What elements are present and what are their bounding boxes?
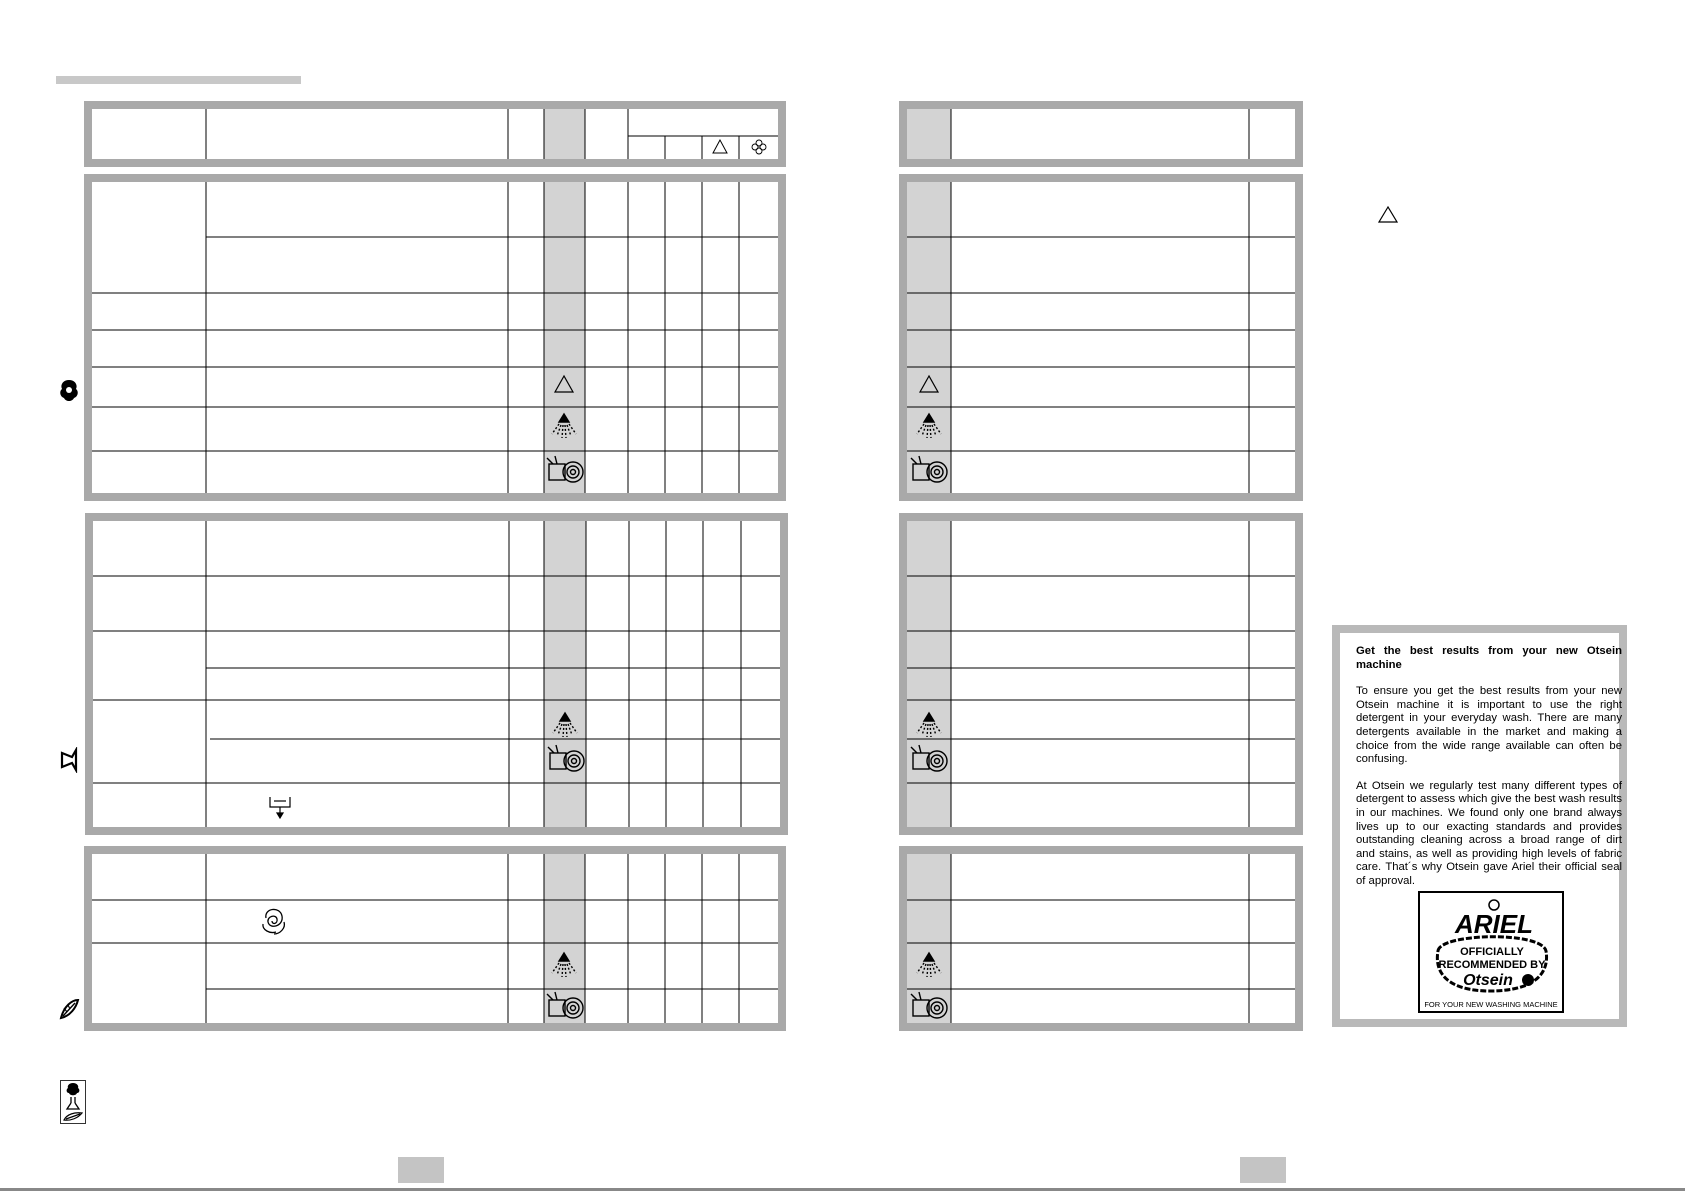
page-number-right [1240, 1157, 1286, 1183]
logo-line2: RECOMMENDED BY [1438, 959, 1546, 971]
flower-icon [752, 140, 766, 154]
left-synthetic-panel [85, 513, 788, 835]
right-delicate-panel [899, 846, 1303, 1031]
legend-icons [60, 1080, 86, 1124]
page-number-left [398, 1157, 444, 1183]
ad-text [1356, 645, 1622, 889]
right-synthetic-panel [899, 513, 1303, 835]
ad-paragraph-2: At Otsein we regularly test many different types of detergent to assess which give the best wash results in our machines. We found only one brand always lives up to our exacting standards and provides outstanding cleaning across a broad range of dirt and stains, as well as providing high levels of fabric care. That´s why Otsein gave Ariel their official seal of approval. [1356, 779, 1622, 887]
cotton-icon [58, 377, 80, 403]
ariel-ad-box [1332, 625, 1627, 1027]
delicate-icon [58, 996, 80, 1022]
cotton-icon [67, 1083, 80, 1095]
delicate-icon [64, 1113, 82, 1120]
left-cotton-grid [92, 182, 778, 493]
synthetic-icon [58, 747, 80, 773]
right-delicate-grid [907, 854, 1295, 1023]
right-header-panel [899, 101, 1303, 167]
header-rule [56, 76, 301, 84]
ad-paragraph-1: To ensure you get the best results from your new Otsein machine it is important to use the right detergent in your everyday wash. There are many detergents available in the market and making a choice from the wide range available can often be confusing. [1356, 685, 1622, 766]
woolmark-icon [263, 909, 284, 934]
left-delicate-panel [84, 846, 786, 1031]
right-cotton-panel [899, 174, 1303, 501]
ariel-logo [1418, 891, 1564, 1013]
logo-brand: ARIEL [1455, 909, 1533, 939]
bleach-triangle-icon [1378, 206, 1398, 224]
right-header-grid [907, 109, 1295, 159]
ad-heading: Get the best results from your new Otsein machine [1356, 645, 1622, 671]
right-synthetic-grid [907, 521, 1295, 827]
bleach-triangle-icon [713, 140, 727, 153]
left-header-grid [92, 109, 778, 159]
left-header-panel [84, 101, 786, 167]
logo-line1: OFFICIALLY [1460, 946, 1524, 958]
left-delicate-grid [92, 854, 778, 1023]
left-cotton-panel [84, 174, 786, 501]
logo-caption: FOR YOUR NEW WASHING MACHINE [1424, 1000, 1558, 1009]
ariel-seal [1420, 893, 1562, 999]
drain-icon [270, 797, 290, 818]
left-synthetic-grid [93, 521, 780, 827]
logo-maker: Otsein [1463, 972, 1513, 989]
flask-icon [67, 1097, 79, 1109]
right-cotton-grid [907, 182, 1295, 493]
